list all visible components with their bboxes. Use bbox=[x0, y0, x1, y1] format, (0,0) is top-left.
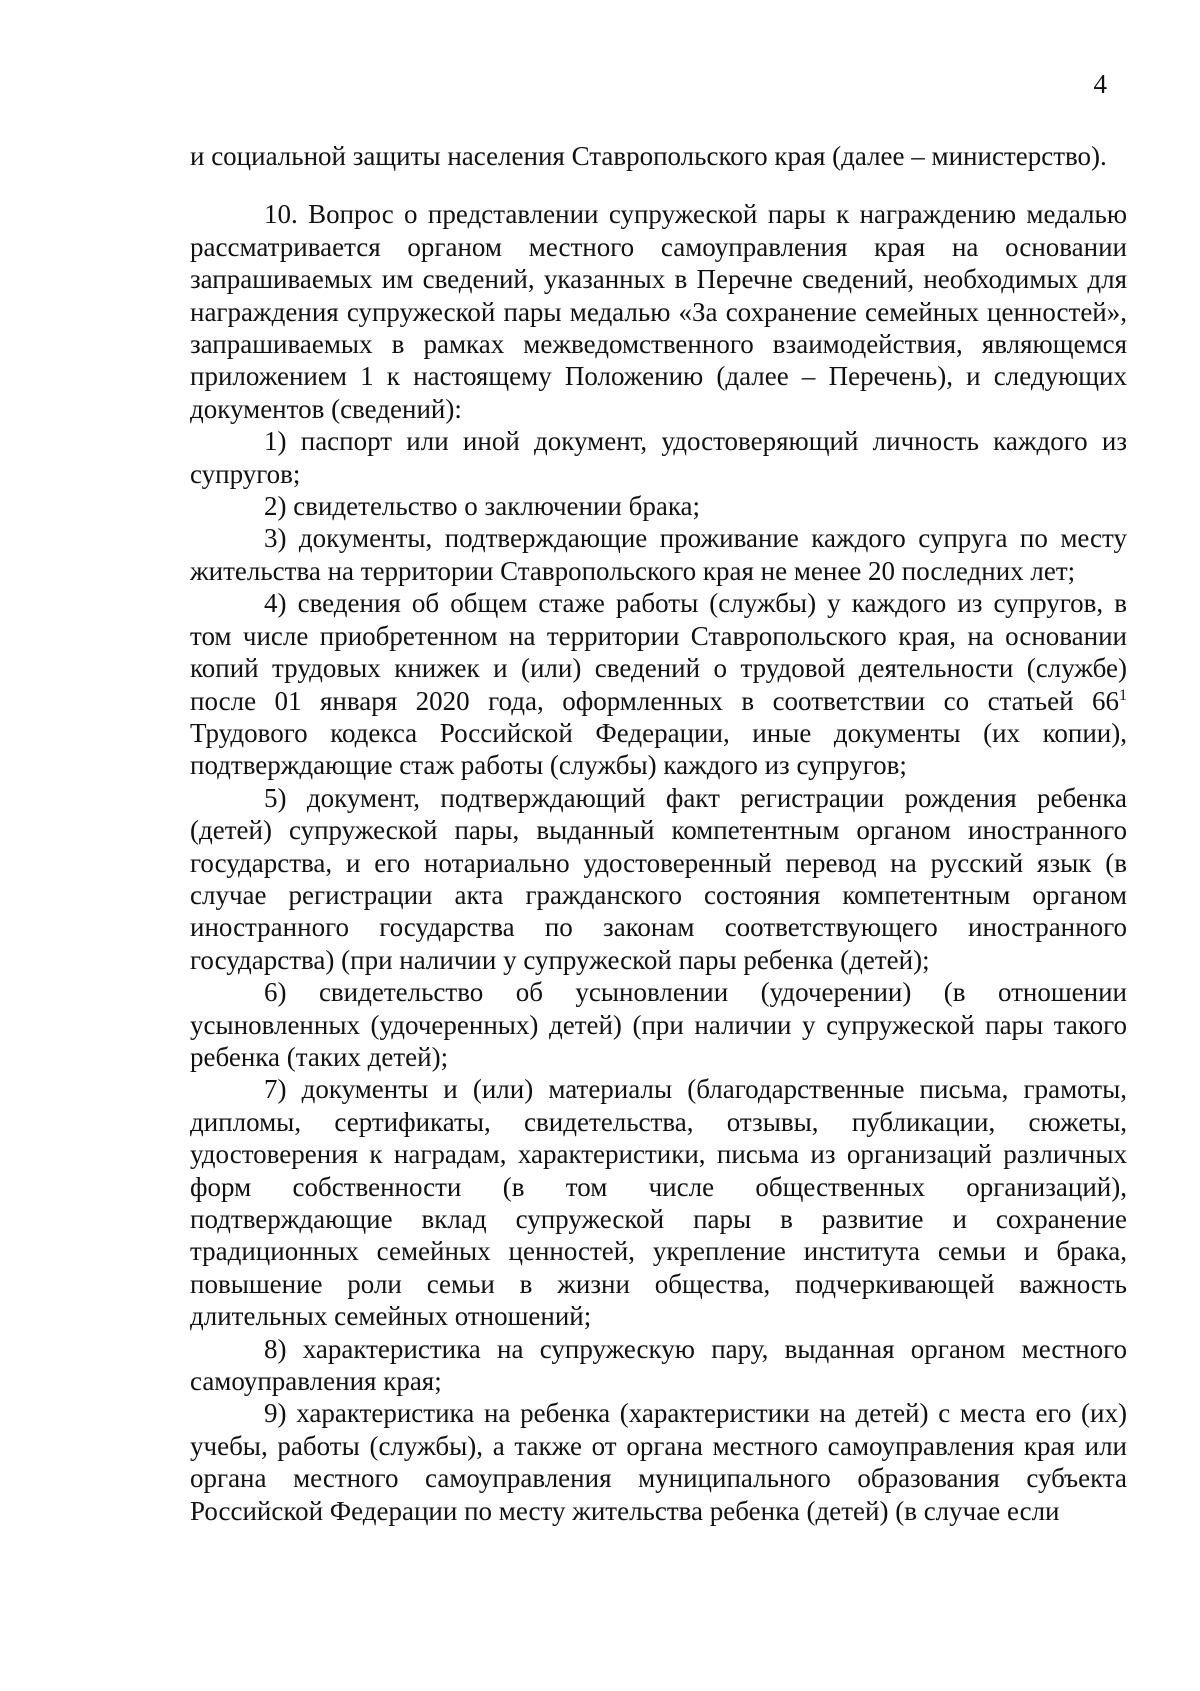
article-superscript: 1 bbox=[1119, 686, 1127, 704]
list-item-5: 5) документ, подтверждающий факт регистрации рождения ребенка (детей) супружеской пары, выданный компетентным органом иностранного государства, и его нотариально удостоверенный перевод на русский язык (в случае регистрации акта гражданского состояния компетентным органом иностранного государства по законам соответствующего иностранного государства) (при наличии у супружеской пары ребенка (детей); bbox=[190, 782, 1127, 975]
list-item-2: 2) свидетельство о заключении брака; bbox=[264, 491, 701, 522]
list-item-7: 7) документы и (или) материалы (благодарственные письма, грамоты, дипломы, сертификаты, свидетельства, отзывы, публикации, сюжеты, удостоверения к наградам, характеристики, письма из организаций различных форм собственности (в том числе общественных организаций), подтверждающие вклад супружеской пары в развитие и сохранение традиционных семейных ценностей, укрепление института семьи и брака, повышение роли семьи в жизни общества, подчеркивающей важность длительных семейных отношений; bbox=[190, 1074, 1127, 1332]
list-item-9: 9) характеристика на ребенка (характеристики на детей) с места его (их) учебы, работы (службы), а также от органа местного самоуправления края или органа местного самоуправления муниципального образования субъекта Российской Федерации по месту жительства ребенка (детей) (в случае если bbox=[190, 1398, 1127, 1526]
list-item-3: 3) документы, подтверждающие проживание каждого супруга по месту жительства на территории Ставропольского края не менее 20 последних лет; bbox=[190, 523, 1127, 586]
list-item-6: 6) свидетельство об усыновлении (удочерении) (в отношении усыновленных (удочеренных) детей) (при наличии у супружеской пары такого ребенка (таких детей); bbox=[190, 977, 1127, 1072]
paragraph-gap bbox=[190, 172, 1127, 198]
list-item-4-text-end: Трудового кодекса Российской Федерации, иные документы (их копии), подтверждающие стаж работы (службы) каждого из супругов; bbox=[190, 717, 1127, 781]
list-item-8: 8) характеристика на супружескую пару, выданная органом местного самоуправления края; bbox=[190, 1333, 1127, 1397]
paragraph-10: 10. Вопрос о представлении супружеской пары к награждению медалью рассматривается органом местного самоуправления края на основании запрашиваемых им сведений, указанных в Перечне сведений, необходимых для награждения супружеской пары медалью «За сохранение семейных ценностей», запрашиваемых в рамках межведомственного взаимодействия, являющемся приложением 1 к настоящему Положению (далее – Перечень), и следующих документов (сведений): bbox=[190, 199, 1127, 424]
body-text bbox=[190, 140, 1127, 1527]
intro-paragraph: и социальной защиты населения Ставропольского края (далее – министерство). bbox=[190, 141, 1107, 171]
list-item-4 bbox=[190, 587, 1127, 781]
list-item-1: 1) паспорт или иной документ, удостоверяющий личность каждого из супругов; bbox=[190, 426, 1127, 489]
page-number: 4 bbox=[1093, 69, 1107, 99]
list-item-4-text-start: 4) сведения об общем стаже работы (службы) у каждого из супругов, в том числе приобретенном на территории Ставропольского края, на основании копий трудовых книжек и (или) сведений о трудовой деятельности (службе) после 01 января 2020 года, оформленных в соответствии со статьей 66 bbox=[190, 588, 1127, 716]
